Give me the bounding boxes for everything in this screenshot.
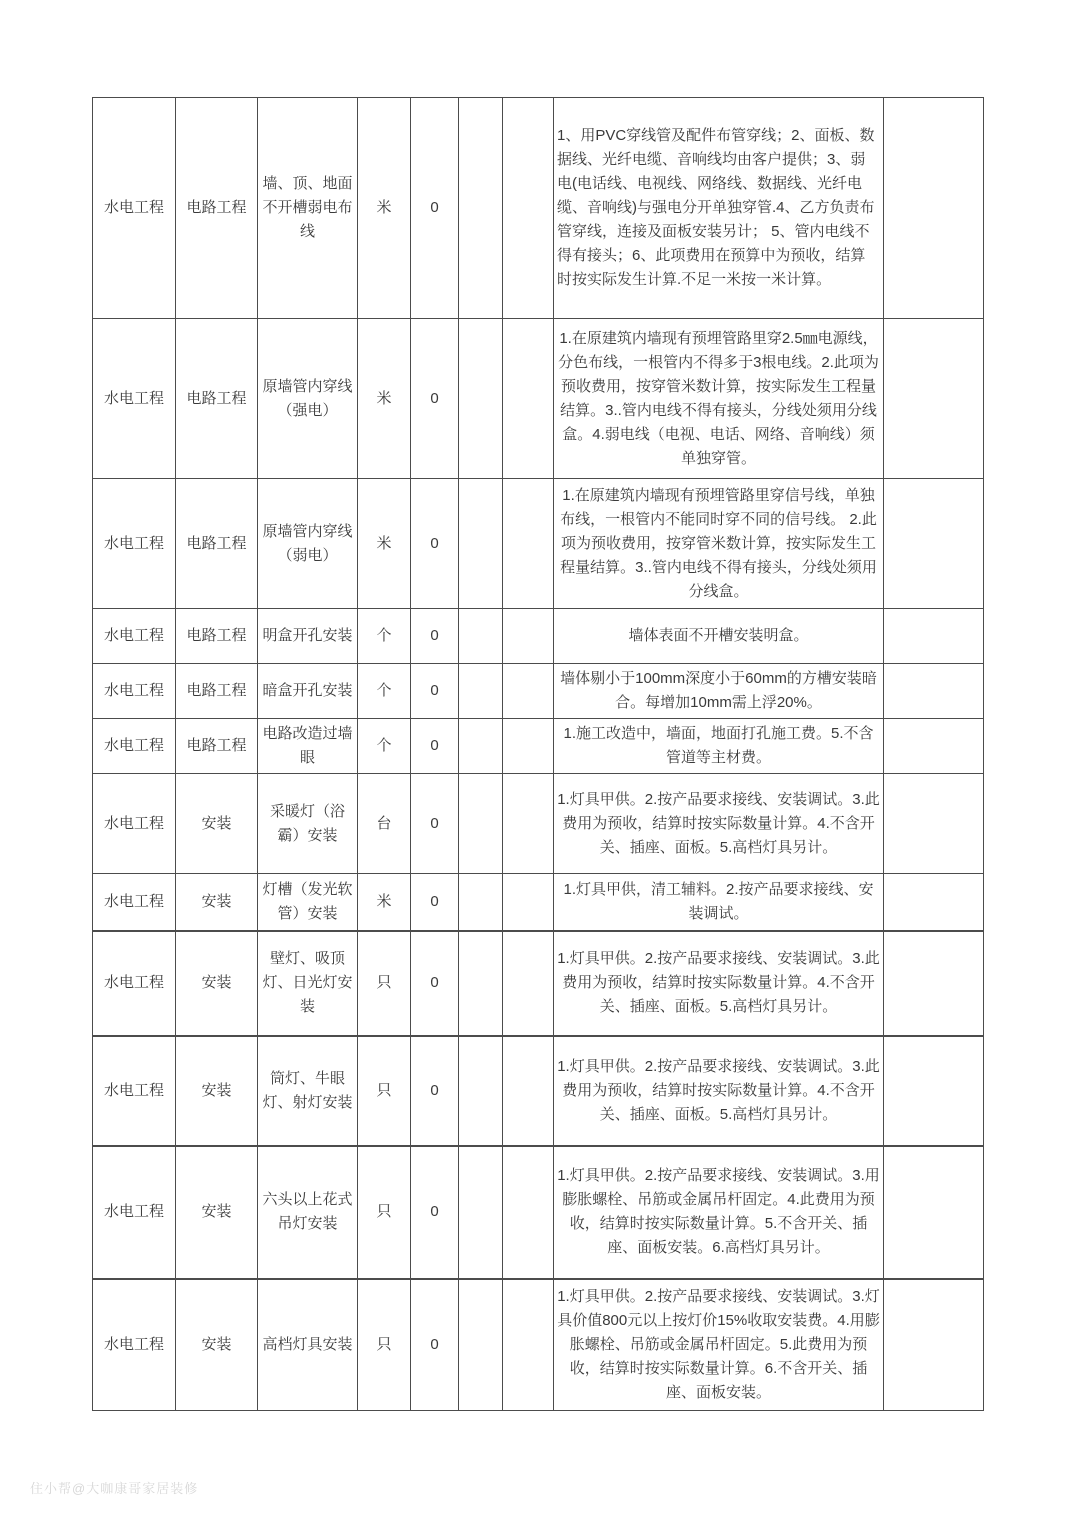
table-row bbox=[93, 1146, 984, 1279]
description-cell: 1.灯具甲供。2.按产品要求接线、安装调试。3.此费用为预收，结算时按实际数量计算。4.不含开关、插座、面板。5.高档灯具另计。 bbox=[554, 931, 884, 1036]
table-row bbox=[93, 874, 984, 931]
description-cell: 1、用PVC穿线管及配件布管穿线；2、面板、数据线、光纤电缆、音响线均由客户提供；3、弱电(电话线、电视线、网络线、数据线、光纤电缆、音响线)与强电分开单独穿管.4、乙方负责布管穿线，连接及面板安装另计； 5、管内电线不得有接头；6、此项费用在预算中为预收，结算时按实际发生计算.不足一米按一米计算。 bbox=[554, 98, 884, 319]
table-row bbox=[93, 609, 984, 664]
description-cell: 1.灯具甲供。2.按产品要求接线、安装调试。3.此费用为预收，结算时按实际数量计算。4.不含开关、插座、面板。5.高档灯具另计。 bbox=[554, 1036, 884, 1146]
empty-cell bbox=[459, 1279, 503, 1411]
empty-cell bbox=[503, 98, 554, 319]
subcategory-cell: 安装 bbox=[176, 1036, 258, 1146]
category-cell: 水电工程 bbox=[93, 774, 176, 874]
remark-cell bbox=[884, 609, 984, 664]
table-row bbox=[93, 319, 984, 479]
item-name-cell: 暗盒开孔安装 bbox=[258, 664, 358, 719]
subcategory-cell: 安装 bbox=[176, 931, 258, 1036]
empty-cell bbox=[503, 874, 554, 931]
item-name-cell: 原墙管内穿线（弱电） bbox=[258, 479, 358, 609]
watermark-text: 住小帮@大咖康哥家居装修 bbox=[30, 1481, 199, 1496]
remark-cell bbox=[884, 774, 984, 874]
empty-cell bbox=[503, 931, 554, 1036]
quantity-cell: 0 bbox=[411, 931, 459, 1036]
unit-cell: 个 bbox=[358, 664, 411, 719]
quantity-cell: 0 bbox=[411, 479, 459, 609]
remark-cell bbox=[884, 719, 984, 774]
description-cell: 1.在原建筑内墙现有预埋管路里穿2.5㎜电源线，分色布线，一根管内不得多于3根电线。2.此项为预收费用，按穿管米数计算，按实际发生工程量结算。3..管内电线不得有接头，分线处须用分线盒。4.弱电线（电视、电话、网络、音响线）须单独穿管。 bbox=[554, 319, 884, 479]
item-name-cell: 六头以上花式吊灯安装 bbox=[258, 1146, 358, 1279]
category-cell: 水电工程 bbox=[93, 479, 176, 609]
quantity-cell: 0 bbox=[411, 664, 459, 719]
category-cell: 水电工程 bbox=[93, 931, 176, 1036]
renovation-quotation-table bbox=[92, 97, 984, 1411]
empty-cell bbox=[503, 664, 554, 719]
quantity-cell: 0 bbox=[411, 719, 459, 774]
remark-cell bbox=[884, 874, 984, 931]
description-cell: 1.施工改造中，墙面，地面打孔施工费。5.不含管道等主材费。 bbox=[554, 719, 884, 774]
remark-cell bbox=[884, 931, 984, 1036]
subcategory-cell: 电路工程 bbox=[176, 98, 258, 319]
quantity-cell: 0 bbox=[411, 1146, 459, 1279]
description-cell: 1.灯具甲供。2.按产品要求接线、安装调试。3.用膨胀螺栓、吊筋或金属吊杆固定。4.此费用为预收，结算时按实际数量计算。5.不含开关、插座、面板安装。6.高档灯具另计。 bbox=[554, 1146, 884, 1279]
category-cell: 水电工程 bbox=[93, 1279, 176, 1411]
empty-cell bbox=[459, 664, 503, 719]
empty-cell bbox=[459, 719, 503, 774]
unit-cell: 个 bbox=[358, 719, 411, 774]
description-cell: 1.灯具甲供，清工辅料。2.按产品要求接线、安装调试。 bbox=[554, 874, 884, 931]
subcategory-cell: 电路工程 bbox=[176, 664, 258, 719]
description-cell: 墙体表面不开槽安装明盒。 bbox=[554, 609, 884, 664]
quantity-cell: 0 bbox=[411, 874, 459, 931]
empty-cell bbox=[459, 1146, 503, 1279]
item-name-cell: 电路改造过墙眼 bbox=[258, 719, 358, 774]
table-row bbox=[93, 1279, 984, 1411]
subcategory-cell: 电路工程 bbox=[176, 609, 258, 664]
item-name-cell: 灯槽（发光软管）安装 bbox=[258, 874, 358, 931]
empty-cell bbox=[459, 1036, 503, 1146]
unit-cell: 台 bbox=[358, 774, 411, 874]
subcategory-cell: 安装 bbox=[176, 1146, 258, 1279]
unit-cell: 只 bbox=[358, 1036, 411, 1146]
subcategory-cell: 安装 bbox=[176, 1279, 258, 1411]
quotation-table-body bbox=[93, 98, 984, 1411]
category-cell: 水电工程 bbox=[93, 319, 176, 479]
description-cell: 1.灯具甲供。2.按产品要求接线、安装调试。3.灯具价值800元以上按灯价15%收取安装费。4.用膨胀螺栓、吊筋或金属吊杆固定。5.此费用为预收，结算时按实际数量计算。6.不含开关、插座、面板安装。 bbox=[554, 1279, 884, 1411]
description-cell: 1.灯具甲供。2.按产品要求接线、安装调试。3.此费用为预收，结算时按实际数量计算。4.不含开关、插座、面板。5.高档灯具另计。 bbox=[554, 774, 884, 874]
empty-cell bbox=[459, 874, 503, 931]
unit-cell: 只 bbox=[358, 931, 411, 1036]
category-cell: 水电工程 bbox=[93, 1146, 176, 1279]
item-name-cell: 筒灯、牛眼灯、射灯安装 bbox=[258, 1036, 358, 1146]
description-cell: 1.在原建筑内墙现有预埋管路里穿信号线，单独布线，一根管内不能同时穿不同的信号线。 2.此项为预收费用，按穿管米数计算，按实际发生工程量结算。3..管内电线不得有接头，分线处须用分线盒。 bbox=[554, 479, 884, 609]
item-name-cell: 墙、顶、地面不开槽弱电布线 bbox=[258, 98, 358, 319]
unit-cell: 只 bbox=[358, 1146, 411, 1279]
unit-cell: 米 bbox=[358, 98, 411, 319]
empty-cell bbox=[459, 774, 503, 874]
category-cell: 水电工程 bbox=[93, 609, 176, 664]
table-row bbox=[93, 1036, 984, 1146]
empty-cell bbox=[503, 479, 554, 609]
remark-cell bbox=[884, 319, 984, 479]
category-cell: 水电工程 bbox=[93, 664, 176, 719]
empty-cell bbox=[503, 319, 554, 479]
quantity-cell: 0 bbox=[411, 1279, 459, 1411]
subcategory-cell: 电路工程 bbox=[176, 319, 258, 479]
empty-cell bbox=[459, 98, 503, 319]
remark-cell bbox=[884, 479, 984, 609]
item-name-cell: 壁灯、吸顶灯、日光灯安装 bbox=[258, 931, 358, 1036]
quantity-cell: 0 bbox=[411, 98, 459, 319]
empty-cell bbox=[503, 1279, 554, 1411]
category-cell: 水电工程 bbox=[93, 98, 176, 319]
subcategory-cell: 电路工程 bbox=[176, 719, 258, 774]
table-row bbox=[93, 664, 984, 719]
table-row bbox=[93, 479, 984, 609]
unit-cell: 个 bbox=[358, 609, 411, 664]
table-row bbox=[93, 774, 984, 874]
remark-cell bbox=[884, 1146, 984, 1279]
subcategory-cell: 安装 bbox=[176, 774, 258, 874]
category-cell: 水电工程 bbox=[93, 874, 176, 931]
empty-cell bbox=[459, 931, 503, 1036]
empty-cell bbox=[503, 1146, 554, 1279]
category-cell: 水电工程 bbox=[93, 1036, 176, 1146]
category-cell: 水电工程 bbox=[93, 719, 176, 774]
remark-cell bbox=[884, 1036, 984, 1146]
table-row bbox=[93, 719, 984, 774]
quantity-cell: 0 bbox=[411, 609, 459, 664]
remark-cell bbox=[884, 1279, 984, 1411]
subcategory-cell: 电路工程 bbox=[176, 479, 258, 609]
item-name-cell: 原墙管内穿线（强电） bbox=[258, 319, 358, 479]
table-row bbox=[93, 98, 984, 319]
item-name-cell: 高档灯具安装 bbox=[258, 1279, 358, 1411]
remark-cell bbox=[884, 98, 984, 319]
table-row bbox=[93, 931, 984, 1036]
item-name-cell: 明盒开孔安装 bbox=[258, 609, 358, 664]
empty-cell bbox=[459, 609, 503, 664]
unit-cell: 米 bbox=[358, 479, 411, 609]
empty-cell bbox=[503, 774, 554, 874]
remark-cell bbox=[884, 664, 984, 719]
quantity-cell: 0 bbox=[411, 319, 459, 479]
unit-cell: 只 bbox=[358, 1279, 411, 1411]
empty-cell bbox=[459, 319, 503, 479]
empty-cell bbox=[503, 1036, 554, 1146]
unit-cell: 米 bbox=[358, 319, 411, 479]
quantity-cell: 0 bbox=[411, 1036, 459, 1146]
description-cell: 墙体剔小于100mm深度小于60mm的方槽安装暗合。每增加10mm需上浮20%。 bbox=[554, 664, 884, 719]
subcategory-cell: 安装 bbox=[176, 874, 258, 931]
empty-cell bbox=[459, 479, 503, 609]
empty-cell bbox=[503, 719, 554, 774]
quantity-cell: 0 bbox=[411, 774, 459, 874]
item-name-cell: 采暖灯（浴霸）安装 bbox=[258, 774, 358, 874]
unit-cell: 米 bbox=[358, 874, 411, 931]
empty-cell bbox=[503, 609, 554, 664]
